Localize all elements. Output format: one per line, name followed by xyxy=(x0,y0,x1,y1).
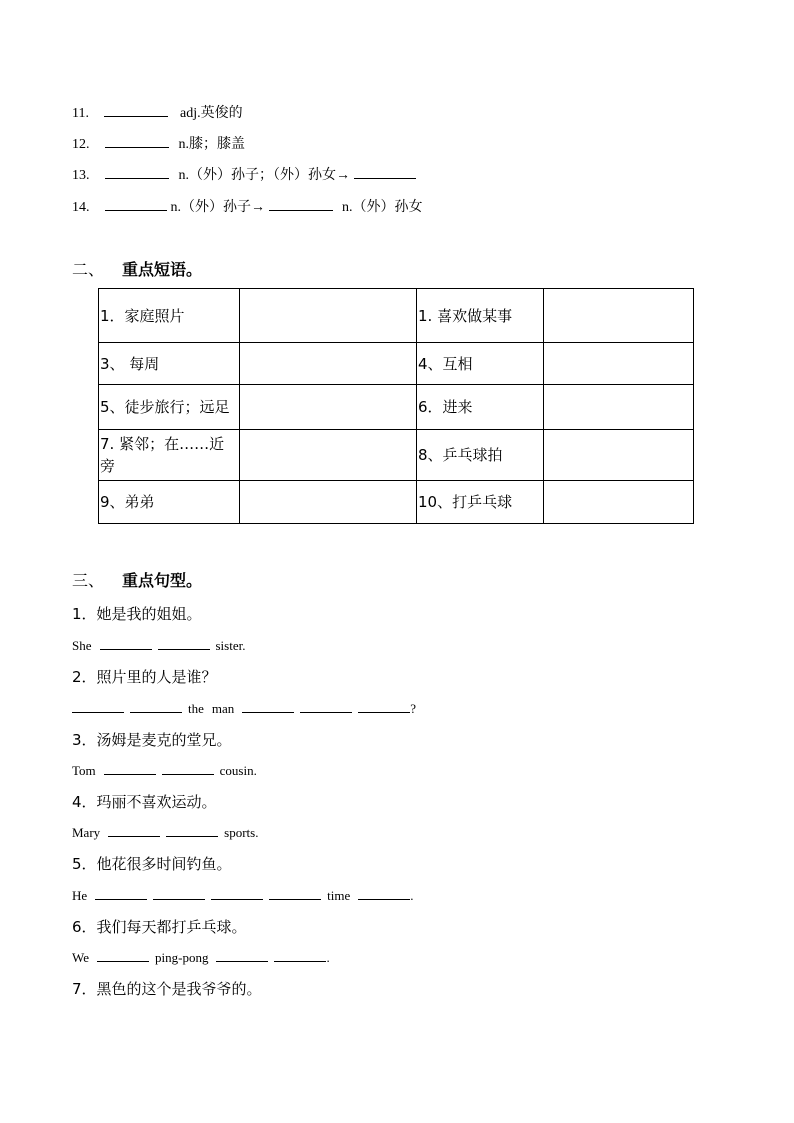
phrase-cell: 3、 每周 xyxy=(99,343,240,385)
sentence-chinese: 7．黑色的这个是我爷爷的。 xyxy=(72,980,262,998)
table-row xyxy=(99,385,694,430)
answer-blank[interactable] xyxy=(166,824,218,837)
phrase-cell: 5、徒步旅行；远足 xyxy=(99,385,240,430)
table-row xyxy=(99,481,694,524)
section-number: 三、 xyxy=(72,571,105,590)
phrase-cell: 6．进来 xyxy=(417,385,544,430)
answer-blank[interactable] xyxy=(242,700,294,713)
sentence-chinese: 1．她是我的姐姐。 xyxy=(72,605,202,623)
vocab-definition: adj.英俊的 xyxy=(179,106,243,121)
answer-blank[interactable] xyxy=(97,949,149,962)
answer-blank[interactable] xyxy=(354,164,416,179)
answer-cell[interactable] xyxy=(240,343,417,385)
section-title: 重点句型。 xyxy=(122,571,203,590)
sentence-word: ping-pong xyxy=(155,950,209,965)
sentence-english xyxy=(72,824,266,841)
vocab-item-14 xyxy=(72,196,423,218)
answer-blank[interactable] xyxy=(300,700,352,713)
sentence-word: time xyxy=(327,888,351,903)
phrase-table xyxy=(98,288,694,524)
answer-cell[interactable] xyxy=(240,289,417,343)
vocab-definition: n.（外）孙子→ xyxy=(170,200,265,215)
sentence-word: She xyxy=(72,638,92,653)
sentence-english: the man ? xyxy=(72,700,416,717)
vocab-number: 13. xyxy=(72,168,90,183)
phrase-cell: 1．家庭照片 xyxy=(99,289,240,343)
sentence-word: sports. xyxy=(224,825,259,840)
sentence-chinese: 2．照片里的人是谁？ xyxy=(72,668,217,686)
answer-blank[interactable] xyxy=(105,133,169,148)
sentence-chinese: 3．汤姆是麦克的堂兄。 xyxy=(72,731,232,749)
section-heading-sentences xyxy=(72,568,202,591)
answer-blank[interactable] xyxy=(269,196,333,211)
answer-cell[interactable] xyxy=(544,430,694,481)
sentence-english: He time . xyxy=(72,888,414,903)
sentence-word: Mary xyxy=(72,825,101,840)
section-number: 二、 xyxy=(72,260,105,279)
answer-blank[interactable] xyxy=(274,949,326,962)
sentence-word: Tom xyxy=(72,763,96,778)
answer-blank[interactable] xyxy=(153,887,205,900)
answer-blank[interactable] xyxy=(108,824,160,837)
sentence-word: sister. xyxy=(215,638,246,653)
answer-blank[interactable] xyxy=(269,887,321,900)
vocab-number: 14. xyxy=(72,200,90,215)
answer-blank[interactable] xyxy=(104,102,168,117)
vocab-item-12 xyxy=(72,133,245,155)
answer-blank[interactable] xyxy=(158,637,210,650)
answer-cell[interactable] xyxy=(240,481,417,524)
phrase-cell: 7. 紧邻；在……近旁 xyxy=(99,430,240,481)
answer-cell[interactable] xyxy=(544,343,694,385)
table-row xyxy=(99,289,694,343)
answer-cell[interactable] xyxy=(544,289,694,343)
section-title: 重点短语。 xyxy=(122,260,203,279)
sentence-english xyxy=(72,637,253,654)
sentence-word: cousin. xyxy=(219,763,257,778)
phrase-cell: 9、弟弟 xyxy=(99,481,240,524)
answer-blank[interactable] xyxy=(95,887,147,900)
vocab-number: 12. xyxy=(72,137,90,152)
answer-cell[interactable] xyxy=(544,385,694,430)
answer-cell[interactable] xyxy=(240,430,417,481)
sentence-word: man xyxy=(211,701,235,716)
sentence-word: the xyxy=(188,701,204,716)
sentence-english xyxy=(72,762,265,779)
answer-cell[interactable] xyxy=(240,385,417,430)
answer-blank[interactable] xyxy=(105,164,169,179)
vocab-definition: n.（外）孙女 xyxy=(342,200,423,215)
vocab-item-13 xyxy=(72,164,416,186)
phrase-cell: 10、打乒乓球 xyxy=(417,481,544,524)
sentence-word: He xyxy=(72,888,88,903)
vocab-number: 11. xyxy=(72,106,89,121)
phrase-cell: 1. 喜欢做某事 xyxy=(417,289,544,343)
section-heading-phrases xyxy=(72,257,202,280)
answer-blank[interactable] xyxy=(104,762,156,775)
answer-blank[interactable] xyxy=(211,887,263,900)
sentence-chinese: 4．玛丽不喜欢运动。 xyxy=(72,793,217,811)
phrase-cell: 4、互相 xyxy=(417,343,544,385)
sentence-chinese: 5．他花很多时间钓鱼。 xyxy=(72,855,232,873)
table-row xyxy=(99,430,694,481)
sentence-word: We xyxy=(72,950,89,965)
answer-blank[interactable] xyxy=(358,887,410,900)
answer-cell[interactable] xyxy=(544,481,694,524)
table-row xyxy=(99,343,694,385)
vocab-definition: n.膝；膝盖 xyxy=(178,137,245,152)
answer-blank[interactable] xyxy=(100,637,152,650)
answer-blank[interactable] xyxy=(162,762,214,775)
answer-blank[interactable] xyxy=(216,949,268,962)
answer-blank[interactable] xyxy=(358,700,410,713)
answer-blank[interactable] xyxy=(105,196,167,211)
phrase-cell: 8、乒乓球拍 xyxy=(417,430,544,481)
sentence-english: We ping-pong . xyxy=(72,950,330,965)
answer-blank[interactable] xyxy=(72,700,124,713)
answer-blank[interactable] xyxy=(130,700,182,713)
vocab-definition: n.（外）孙子；（外）孙女→ xyxy=(178,168,350,183)
vocab-item-11 xyxy=(72,102,243,124)
sentence-chinese: 6．我们每天都打乒乓球。 xyxy=(72,918,247,936)
